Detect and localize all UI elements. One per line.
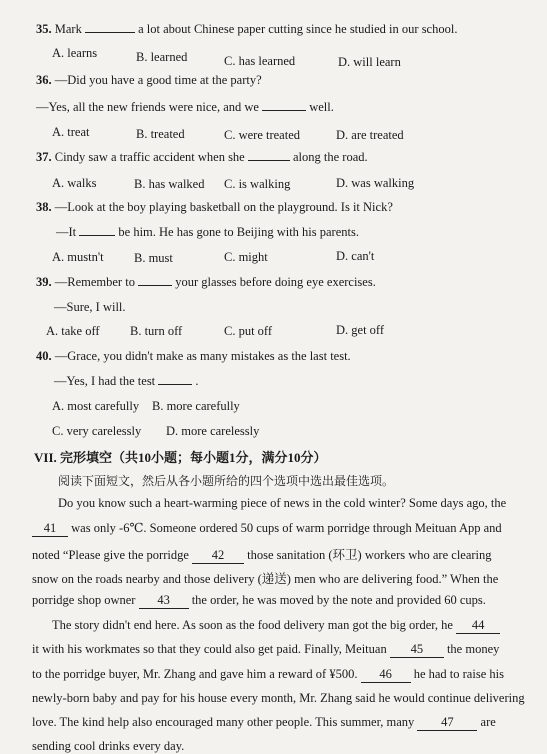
question-35-stem	[36, 22, 457, 37]
passage-line: sending cool drinks every day.	[32, 739, 185, 753]
passage-text: The story didn't end here. As soon as the food delivery man got the big order, he	[52, 618, 453, 632]
blank-44: 44	[456, 618, 500, 634]
option-c: C. has learned	[224, 54, 296, 68]
answer-blank	[138, 285, 172, 286]
question-36-stem	[36, 73, 262, 88]
option-a: A. take off	[46, 324, 100, 338]
passage-text: it with his workmates so that they could also get paid. Finally, Meituan	[32, 642, 387, 656]
stem-text: a lot about Chinese paper cutting since he studied in our school.	[138, 22, 458, 36]
stem-text: well.	[309, 100, 334, 114]
option-b: B. turn off	[130, 324, 183, 338]
passage-text: noted “Please give the porridge	[32, 548, 189, 562]
blank-45: 45	[390, 642, 444, 658]
question-number: 35.	[36, 22, 52, 36]
passage-line: snow on the roads nearby and those delivery (递送) men who are delivering food.” When the	[32, 572, 499, 586]
question-36-response	[36, 100, 334, 115]
section-title: VII. 完形填空（共10小题；每小题1分，满分10分）	[34, 450, 327, 465]
option-c: C. put off	[224, 324, 273, 338]
blank-41: 41	[32, 521, 68, 537]
question-number: 39.	[36, 275, 52, 289]
passage-line	[32, 545, 492, 564]
option-b: B. must	[134, 251, 173, 265]
question-38-response	[56, 225, 359, 240]
option-d: D. get off	[336, 323, 385, 337]
stem-text: along the road.	[292, 150, 368, 164]
passage-text: porridge shop owner	[32, 593, 136, 607]
option-b: B. has walked	[134, 177, 205, 191]
stem-text: —It	[56, 225, 77, 239]
option-d: D. can't	[336, 249, 375, 263]
stem-text: .	[195, 374, 199, 388]
passage-text: those sanitation (环卫) workers who are clearing	[247, 548, 492, 562]
blank-43: 43	[139, 593, 189, 609]
passage-line	[32, 667, 504, 683]
option-b: B. learned	[136, 50, 188, 64]
question-40-stem	[36, 349, 351, 364]
section-instruction: 阅读下面短文，然后从各小题所给的四个选项中选出最佳选项。	[58, 474, 395, 488]
passage-line	[32, 642, 499, 658]
answer-blank	[85, 32, 135, 33]
blank-47: 47	[417, 715, 477, 731]
passage-text: the order, he was moved by the note and provided 60 cups.	[191, 593, 486, 607]
passage-text: was only -6℃. Someone ordered 50 cups of warm porridge through Meituan App and	[71, 521, 502, 535]
option-c: C. is walking	[224, 177, 291, 191]
stem-text: Mark	[54, 22, 82, 36]
passage-line	[32, 520, 502, 537]
question-39-stem	[36, 275, 376, 290]
option-a: A. most carefully	[52, 399, 140, 413]
option-b: B. more carefully	[152, 399, 240, 413]
stem-text: your glasses before doing eye exercises.	[175, 275, 376, 289]
blank-46: 46	[361, 667, 411, 683]
passage-text: he had to raise his	[413, 667, 504, 681]
passage-line	[32, 715, 496, 731]
passage-line: newly-born baby and pay for his house every month, Mr. Zhang said he would continue delivering	[32, 691, 525, 705]
passage-text: love. The kind help also encouraged many other people. This summer, many	[32, 715, 415, 729]
passage-line: Do you know such a heart-warming piece of news in the cold winter? Some days ago, the	[58, 496, 507, 510]
stem-text: be him. He has gone to Beijing with his parents.	[118, 225, 359, 239]
option-b: B. treated	[136, 127, 185, 141]
option-c: C. very carelessly	[52, 424, 142, 438]
option-d: D. was walking	[336, 176, 415, 190]
passage-text: to the porridge buyer, Mr. Zhang and gave him a reward of ¥500.	[32, 667, 358, 681]
question-number: 38.	[36, 200, 52, 214]
answer-blank	[262, 110, 306, 111]
answer-blank	[79, 235, 115, 236]
option-c: C. might	[224, 250, 268, 264]
stem-text: —Yes, all the new friends were nice, and we	[36, 100, 259, 114]
option-d: D. are treated	[336, 128, 404, 142]
question-38-stem	[36, 200, 393, 215]
question-40-response	[54, 374, 199, 389]
option-a: A. learns	[52, 46, 98, 60]
stem-text: —Did you have a good time at the party?	[54, 73, 262, 87]
stem-text: Cindy saw a traffic accident when she	[54, 150, 245, 164]
question-37-stem	[36, 150, 368, 165]
option-a: A. walks	[52, 176, 97, 190]
stem-text: —Grace, you didn't make as many mistakes as the last test.	[54, 349, 351, 363]
question-number: 40.	[36, 349, 52, 363]
stem-text: —Remember to	[54, 275, 135, 289]
blank-42: 42	[192, 548, 244, 564]
answer-blank	[158, 384, 192, 385]
passage-text: the money	[446, 642, 500, 656]
question-number: 36.	[36, 73, 52, 87]
answer-blank	[248, 160, 290, 161]
option-d: D. will learn	[338, 55, 401, 69]
option-c: C. were treated	[224, 128, 301, 142]
passage-line	[32, 593, 486, 609]
option-a: A. mustn't	[52, 250, 104, 264]
passage-line	[52, 618, 500, 634]
option-a: A. treat	[52, 125, 90, 139]
stem-text: —Yes, I had the test	[54, 374, 156, 388]
stem-text: —Look at the boy playing basketball on the playground. Is it Nick?	[54, 200, 393, 214]
question-number: 37.	[36, 150, 52, 164]
option-d: D. more carelessly	[166, 424, 260, 438]
passage-text: are	[480, 715, 496, 729]
question-39-response: —Sure, I will.	[54, 300, 126, 314]
